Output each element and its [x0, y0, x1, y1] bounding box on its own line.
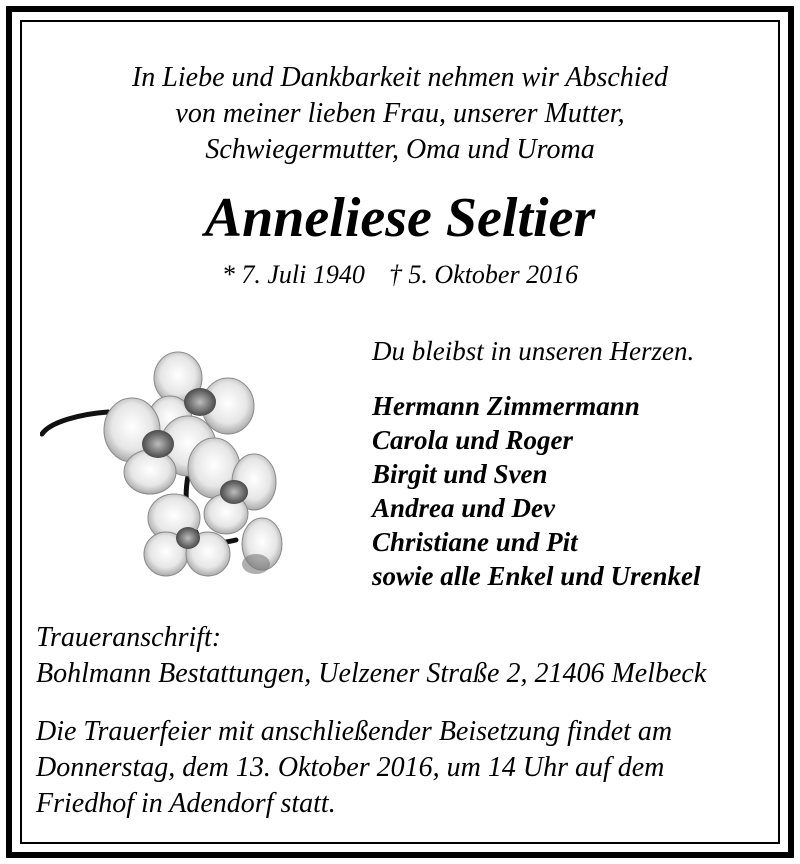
motto-text: Du bleibst in unseren Herzen. [372, 336, 695, 366]
birth-date: * 7. Juli 1940 [221, 260, 365, 289]
life-dates [0, 258, 800, 292]
mourning-address [36, 620, 706, 692]
ceremony-line-2: Donnerstag, dem 13. Oktober 2016, um 14 Uhr auf dem [36, 752, 665, 783]
orchid-icon [40, 348, 290, 584]
intro-line-3: Schwiegermutter, Oma und Uroma [205, 134, 595, 165]
address-line: Bohlmann Bestattungen, Uelzener Straße 2, 21406 Melbeck [36, 658, 707, 689]
intro-line-1: In Liebe und Dankbarkeit nehmen wir Abschied [131, 62, 669, 93]
family-member: Hermann Zimmermann [372, 391, 640, 421]
ceremony-line-3: Friedhof in Adendorf statt. [36, 788, 336, 819]
family-member: Carola und Roger [372, 425, 574, 455]
family-list [372, 389, 701, 593]
intro-text [0, 60, 800, 168]
deceased-name: Anneliese Seltier [204, 187, 596, 249]
death-date: † 5. Oktober 2016 [388, 260, 579, 289]
ceremony-line-1: Die Trauerfeier mit anschließender Beisetzung findet am [36, 716, 673, 747]
family-member: sowie alle Enkel und Urenkel [372, 561, 701, 591]
address-label: Traueranschrift: [36, 622, 222, 653]
family-member: Andrea und Dev [372, 493, 556, 523]
ceremony-info [36, 714, 672, 822]
family-member: Birgit und Sven [372, 459, 548, 489]
intro-line-2: von meiner lieben Frau, unserer Mutter, [175, 98, 625, 129]
family-member: Christiane und Pit [372, 527, 578, 557]
